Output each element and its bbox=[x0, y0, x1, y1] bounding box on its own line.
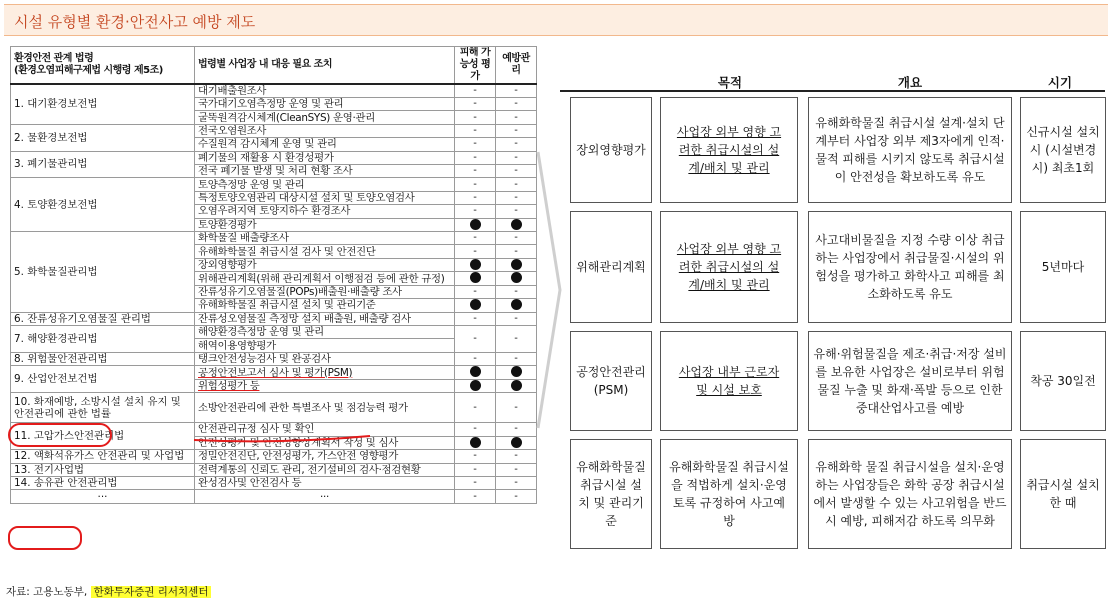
mark-cell: - bbox=[455, 285, 496, 298]
measure-overview: 유해화학물질 취급시설 설계·설치 단계부터 사업장 외부 제3자에게 인적·물적 피해를 시키지 않도록 취급시설이 안전성을 확보하도록 유도 bbox=[808, 97, 1012, 203]
mark-cell: - bbox=[496, 178, 537, 191]
mark-cell: - bbox=[496, 490, 537, 503]
mark-cell: - bbox=[496, 164, 537, 177]
mark-cell bbox=[496, 218, 537, 232]
mark-cell: - bbox=[455, 164, 496, 177]
mark-cell: - bbox=[455, 124, 496, 137]
law-cell: 1. 대기환경보전법 bbox=[11, 84, 195, 124]
table-row bbox=[11, 450, 537, 463]
header-purpose: 목적 bbox=[717, 75, 743, 90]
mark-cell: - bbox=[496, 98, 537, 111]
action-cell: 토양환경평가 bbox=[195, 218, 455, 232]
law-cell: 14. 송유관 안전관리법 bbox=[11, 476, 195, 489]
mark-cell: - bbox=[455, 393, 496, 423]
mark-cell bbox=[455, 218, 496, 232]
mark-cell: - bbox=[496, 393, 537, 423]
mark-cell bbox=[455, 379, 496, 393]
mark-cell: - bbox=[455, 463, 496, 476]
mark-cell bbox=[455, 272, 496, 286]
mark-cell: - bbox=[455, 450, 496, 463]
law-cell: 12. 액화석유가스 안전관리 및 사업법 bbox=[11, 450, 195, 463]
law-cell: 6. 잔류성유기오염물질 관리법 bbox=[11, 312, 195, 325]
mark-cell: - bbox=[455, 151, 496, 164]
table-row bbox=[11, 393, 537, 423]
measure-name: 위해관리계획 bbox=[570, 211, 652, 323]
action-cell: 소방안전관리에 관한 특별조사 및 점검능력 평가 bbox=[195, 393, 455, 423]
measure-name: 유해화학물질 취급시설 설치 및 관리기준 bbox=[570, 439, 652, 549]
measure-overview: 유해·위험물질을 제조·취급·저장 설비를 보유한 사업장은 설비로부터 위험물질 누출 및 화재·폭발 등으로 인한 중대산업사고를 예방 bbox=[808, 331, 1012, 431]
action-cell: 위해관리계획(위해 관리계획서 이행점검 등에 관한 규정) bbox=[195, 272, 455, 286]
filled-circle-icon bbox=[470, 272, 481, 283]
mark-cell: - bbox=[496, 138, 537, 151]
law-cell: 7. 해양환경관리법 bbox=[11, 326, 195, 353]
mark-cell bbox=[455, 436, 496, 450]
mark-cell bbox=[496, 379, 537, 393]
measure-purpose: 사업장 외부 영향 고려한 취급시설의 설계/배치 및 관리 bbox=[660, 211, 798, 323]
action-cell: 안전성평가 및 안전성향상계획서 작성 및 심사 bbox=[195, 436, 455, 450]
mark-cell bbox=[496, 272, 537, 286]
header-timing: 시기 bbox=[1047, 75, 1073, 90]
mark-cell: - bbox=[496, 111, 537, 124]
mark-cell: - bbox=[496, 326, 537, 353]
action-cell: 장외영향평가 bbox=[195, 258, 455, 272]
mark-cell: - bbox=[496, 463, 537, 476]
measure-purpose: 유해화학물질 취급시설을 적법하게 설치·운영토록 규정하여 사고예방 bbox=[660, 439, 798, 549]
law-cell: 13. 전기사업법 bbox=[11, 463, 195, 476]
action-cell: 오염우려지역 토양지하수 환경조사 bbox=[195, 205, 455, 218]
measure-timing: 신규시설 설치시 (시설변경시) 최초1회 bbox=[1020, 97, 1106, 203]
mark-cell: - bbox=[455, 232, 496, 245]
table-row bbox=[11, 326, 537, 339]
annotation-underline-risk bbox=[190, 430, 380, 446]
law-cell: 8. 위험물안전관리법 bbox=[11, 352, 195, 365]
filled-circle-icon bbox=[511, 272, 522, 283]
action-cell: 폐기물의 재활용 시 환경성평가 bbox=[195, 151, 455, 164]
mark-cell: - bbox=[496, 191, 537, 204]
mark-cell: - bbox=[455, 312, 496, 325]
mark-cell: - bbox=[496, 423, 537, 436]
law-cell: 10. 화재예방, 소방시설 설치 유지 및 안전관리에 관한 법률 bbox=[11, 393, 195, 423]
measure-purpose: 사업장 외부 영향 고려한 취급시설의 설계/배치 및 관리 bbox=[660, 97, 798, 203]
mark-cell: - bbox=[496, 450, 537, 463]
action-cell: 위험성평가 등 bbox=[195, 379, 455, 393]
filled-circle-icon bbox=[470, 259, 481, 270]
header-law bbox=[11, 47, 195, 85]
table-row bbox=[11, 490, 537, 503]
mark-cell bbox=[455, 258, 496, 272]
measure-timing: 5년마다 bbox=[1020, 211, 1106, 323]
mark-cell bbox=[496, 299, 537, 313]
filled-circle-icon bbox=[470, 380, 481, 391]
law-cell: 3. 폐기물관리법 bbox=[11, 151, 195, 178]
mark-cell: - bbox=[455, 178, 496, 191]
action-cell: 정밀안전진단, 안전성평가, 가스안전 영향평가 bbox=[195, 450, 455, 463]
action-cell: 특정토양오염관리 대상시설 설치 및 토양오염검사 bbox=[195, 191, 455, 204]
action-cell: 완성검사및 안전검사 등 bbox=[195, 476, 455, 489]
filled-circle-icon bbox=[511, 380, 522, 391]
mark-cell: - bbox=[496, 232, 537, 245]
measure-name: 공정안전관리 (PSM) bbox=[570, 331, 652, 431]
action-cell: 수질원격 감시체계 운영 및 관리 bbox=[195, 138, 455, 151]
annotation-oval-industrial-safety bbox=[8, 423, 112, 447]
filled-circle-icon bbox=[470, 366, 481, 377]
page-title-bar bbox=[4, 4, 1108, 36]
table-row bbox=[11, 84, 537, 98]
action-cell: 굴뚝원격감시체계(CleanSYS) 운영·관리 bbox=[195, 111, 455, 124]
measure-overview: 사고대비물질을 지정 수량 이상 취급하는 사업장에서 취급물질·시설의 위험성을 평가하고 화학사고 피해를 최소화하도록 유도 bbox=[808, 211, 1012, 323]
table-row bbox=[11, 151, 537, 164]
filled-circle-icon bbox=[511, 259, 522, 270]
action-cell: 잔류성유기오염물질(POPs)배출원·배출량 조사 bbox=[195, 285, 455, 298]
mark-cell bbox=[455, 299, 496, 313]
filled-circle-icon bbox=[470, 437, 481, 448]
table-row bbox=[11, 463, 537, 476]
filled-circle-icon bbox=[511, 219, 522, 230]
action-cell: 대기배출원조사 bbox=[195, 84, 455, 98]
action-cell: 해양환경측정망 운영 및 관리 bbox=[195, 326, 455, 339]
mark-cell: - bbox=[455, 84, 496, 98]
measure-timing: 착공 30일전 bbox=[1020, 331, 1106, 431]
table-row bbox=[11, 366, 537, 380]
chevron-right-icon bbox=[536, 150, 564, 430]
mark-cell: - bbox=[496, 151, 537, 164]
measure-timing: 취급시설 설치한 때 bbox=[1020, 439, 1106, 549]
action-cell: 탱크안전성능검사 및 완공검사 bbox=[195, 352, 455, 365]
action-cell: 화학물질 배출량조사 bbox=[195, 232, 455, 245]
mark-cell bbox=[496, 258, 537, 272]
mark-cell: - bbox=[455, 205, 496, 218]
mark-cell bbox=[496, 366, 537, 380]
mark-cell: - bbox=[455, 326, 496, 353]
measure-purpose: 사업장 내부 근로자 및 시설 보호 bbox=[660, 331, 798, 431]
law-cell: 2. 물환경보전법 bbox=[11, 124, 195, 151]
law-cell: 4. 토양환경보전법 bbox=[11, 178, 195, 232]
action-cell: 잔류성오염물질 측정망 설치 배출원, 배출량 검사 bbox=[195, 312, 455, 325]
header-overview: 개요 bbox=[897, 75, 923, 90]
mark-cell: - bbox=[496, 84, 537, 98]
header-action: 법령별 사업장 내 대응 필요 조치 bbox=[195, 47, 455, 85]
law-cell: 11. 고압가스안전관리법 bbox=[11, 423, 195, 450]
mark-cell: - bbox=[455, 111, 496, 124]
law-cell: 5. 화학물질관리법 bbox=[11, 232, 195, 313]
header-prevention: 예방관리 bbox=[496, 47, 537, 85]
mark-cell: - bbox=[496, 124, 537, 137]
mark-cell: - bbox=[496, 285, 537, 298]
filled-circle-icon bbox=[470, 299, 481, 310]
mark-cell: - bbox=[496, 205, 537, 218]
action-cell: 전력계통의 신뢰도 관리, 전기설비의 검사·점검현황 bbox=[195, 463, 455, 476]
table-row bbox=[11, 178, 537, 191]
annotation-oval-electric bbox=[8, 526, 82, 550]
law-cell: 9. 산업안전보건법 bbox=[11, 366, 195, 393]
source-prefix: 자료: 고용노동부, bbox=[6, 586, 88, 598]
page-title: 시설 유형별 환경·안전사고 예방 제도 bbox=[14, 13, 256, 31]
action-cell: 전국오염원조사 bbox=[195, 124, 455, 137]
mark-cell: - bbox=[455, 476, 496, 489]
filled-circle-icon bbox=[511, 366, 522, 377]
mark-cell: - bbox=[455, 191, 496, 204]
mark-cell: - bbox=[455, 490, 496, 503]
mark-cell: - bbox=[455, 98, 496, 111]
mark-cell: - bbox=[496, 312, 537, 325]
source-note bbox=[6, 584, 211, 599]
header-law-text: 환경안전 관계 법령 (환경오염피해구제법 시행령 제5조) bbox=[14, 53, 163, 76]
action-cell: 유해화학물질 취급시설 검사 및 안전진단 bbox=[195, 245, 455, 258]
mark-cell: - bbox=[496, 476, 537, 489]
action-cell: 공정안전보고서 심사 및 평가(PSM) bbox=[195, 366, 455, 380]
table-row bbox=[11, 352, 537, 365]
measure-name: 장외영향평가 bbox=[570, 97, 652, 203]
action-cell: 유해화학물질 취급시설 설치 및 관리기준 bbox=[195, 299, 455, 313]
mark-cell: - bbox=[455, 138, 496, 151]
mark-cell: - bbox=[496, 245, 537, 258]
mark-cell bbox=[455, 366, 496, 380]
header-risk-eval: 피해 가능성 평가 bbox=[455, 47, 496, 85]
measure-overview: 유해화학 물질 취급시설을 설치·운영하는 사업장들은 화학 공장 취급시설에서 발생할 수 있는 사고위험을 반드시 예방, 피해저감 하도록 의무화 bbox=[808, 439, 1012, 549]
filled-circle-icon bbox=[511, 437, 522, 448]
header-rule bbox=[560, 90, 1105, 92]
action-cell: 안전관리규정 심사 및 확인 bbox=[195, 423, 455, 436]
action-cell: 해역이용영향평가 bbox=[195, 339, 455, 352]
action-cell: 전국 폐기물 발생 및 처리 현황 조사 bbox=[195, 164, 455, 177]
action-cell: ··· bbox=[195, 490, 455, 503]
mark-cell: - bbox=[455, 245, 496, 258]
source-highlight: 한화투자증권 리서치센터 bbox=[91, 586, 212, 598]
filled-circle-icon bbox=[511, 299, 522, 310]
action-cell: 국가대기오염측정망 운영 및 관리 bbox=[195, 98, 455, 111]
action-cell: 토양측정망 운영 및 관리 bbox=[195, 178, 455, 191]
mark-cell: - bbox=[496, 352, 537, 365]
table-row bbox=[11, 124, 537, 137]
mark-cell: - bbox=[455, 423, 496, 436]
table-row bbox=[11, 312, 537, 325]
filled-circle-icon bbox=[470, 219, 481, 230]
table-row bbox=[11, 476, 537, 489]
table-row bbox=[11, 232, 537, 245]
mark-cell bbox=[496, 436, 537, 450]
mark-cell: - bbox=[455, 352, 496, 365]
law-cell: ··· bbox=[11, 490, 195, 503]
